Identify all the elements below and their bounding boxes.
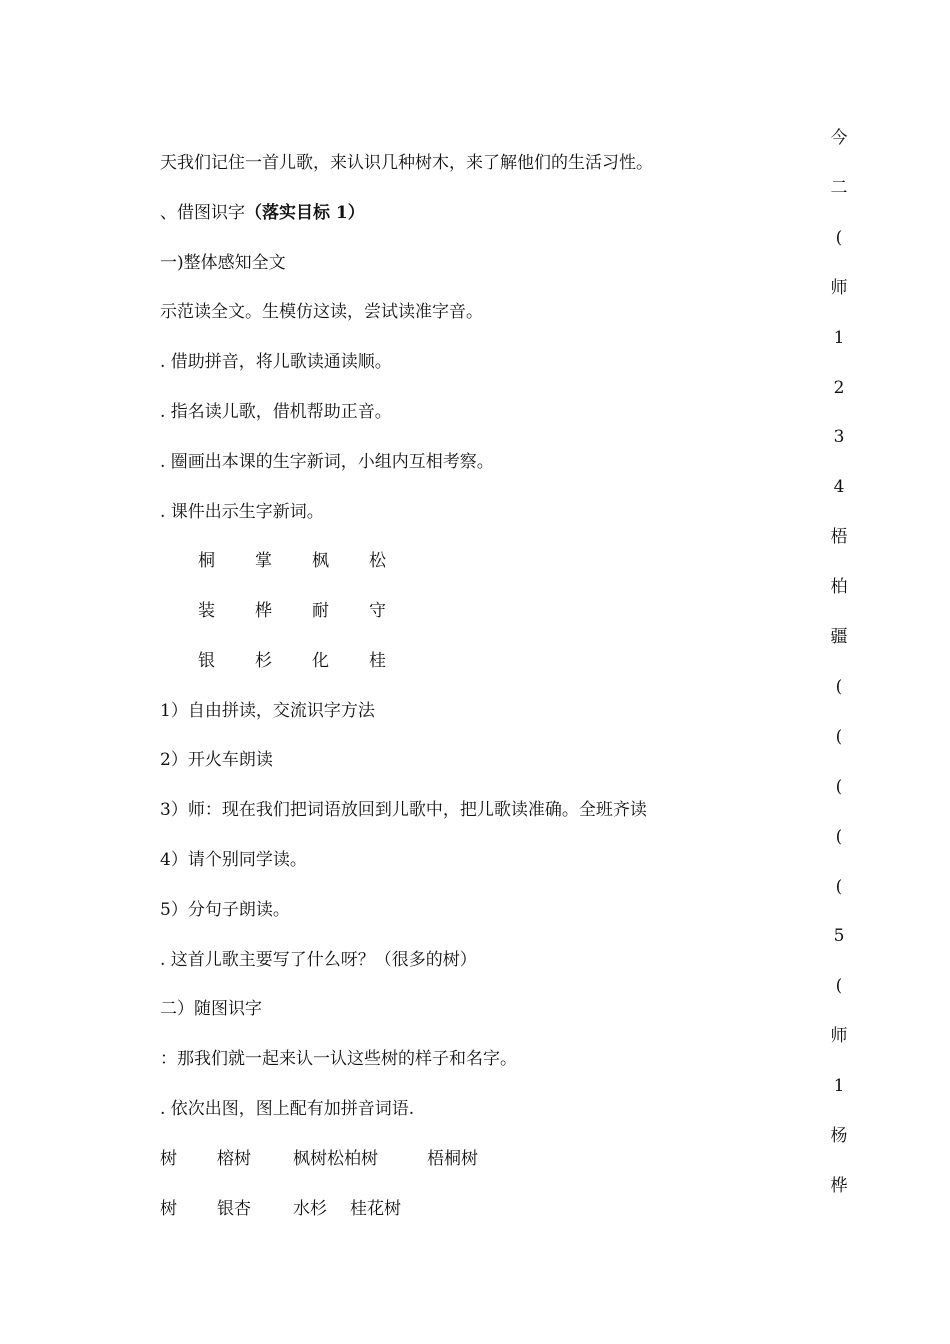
char-cell: 桦 [255,601,272,621]
margin-char: 5 [833,926,845,947]
margin-char: ( [835,826,843,847]
text-line: . 圈画出本课的生字新词，小组内互相考察。 [160,452,494,472]
margin-char: 4 [833,477,845,498]
char-cell: 桐 [198,551,215,571]
tree-name: 树 [160,1149,177,1169]
text-line: 天我们记住一首儿歌，来认识几种树木，来了解他们的生活习性。 [160,153,653,173]
margin-char: ( [835,776,843,797]
char-cell: 装 [198,601,215,621]
text-line: . 依次出图，图上配有加拼音词语. [160,1099,415,1119]
char-cell: 掌 [255,551,272,571]
margin-char: 桦 [830,1175,848,1196]
text-line: 2）开火车朗读 [160,750,273,770]
tree-name: 梧桐树 [427,1149,478,1169]
margin-char: 今 [830,128,848,148]
tree-name: 枫树松柏树 [293,1149,378,1169]
margin-char: 师 [830,277,848,298]
margin-char: ( [835,876,843,897]
margin-char: 二 [830,177,848,198]
char-cell: 化 [312,651,329,671]
margin-char: 师 [830,1026,848,1047]
text-line: 5）分句子朗读。 [160,900,290,920]
margin-char: ( [835,227,843,248]
text-line: 1）自由拼读，交流识字方法 [160,701,375,721]
margin-char: ( [835,676,843,697]
subsection-heading: 一)整体感知全文 [160,253,286,273]
section-heading-text: 、借图识字 [160,203,245,223]
margin-char: 2 [833,377,845,398]
margin-char: 柏 [830,577,848,598]
margin-char: ( [835,976,843,997]
tree-name: 榕树 [217,1149,251,1169]
margin-char: 杨 [830,1126,848,1146]
margin-char: 梧 [830,527,848,548]
margin-char: 1 [833,1076,845,1097]
tree-name: 银杏 [217,1199,251,1219]
text-line: 4）请个别同学读。 [160,850,307,870]
margin-char: ( [835,726,843,747]
margin-char: 1 [833,327,845,348]
text-line: . 课件出示生字新词。 [160,502,324,522]
text-line: ：那我们就一起来认一认这些树的样子和名字。 [160,1049,517,1069]
text-line: 示范读全文。生模仿这读，尝试读准字音。 [160,302,483,322]
text-line: 3）师：现在我们把词语放回到儿歌中，把儿歌读准确。全班齐读 [160,800,647,820]
text-line: . 这首儿歌主要写了什么呀？（很多的树） [160,950,477,970]
char-cell: 杉 [255,651,272,671]
tree-name: 水杉 [293,1199,327,1219]
text-line: . 指名读儿歌，借机帮助正音。 [160,402,392,422]
section-heading [160,202,365,224]
tree-name: 树 [160,1199,177,1219]
subsection-heading: 二）随图识字 [160,999,262,1019]
margin-char: 疆 [830,627,848,647]
char-cell: 枫 [312,551,329,571]
char-cell: 守 [369,601,386,621]
section-heading-goal: （落实目标 1） [245,203,365,223]
tree-name: 桂花树 [350,1199,401,1219]
char-cell: 松 [369,551,386,571]
char-cell: 耐 [312,601,329,621]
margin-char: 3 [833,427,845,448]
char-cell: 银 [198,651,215,671]
char-cell: 桂 [369,651,386,671]
text-line: . 借助拼音，将儿歌读通读顺。 [160,352,392,372]
